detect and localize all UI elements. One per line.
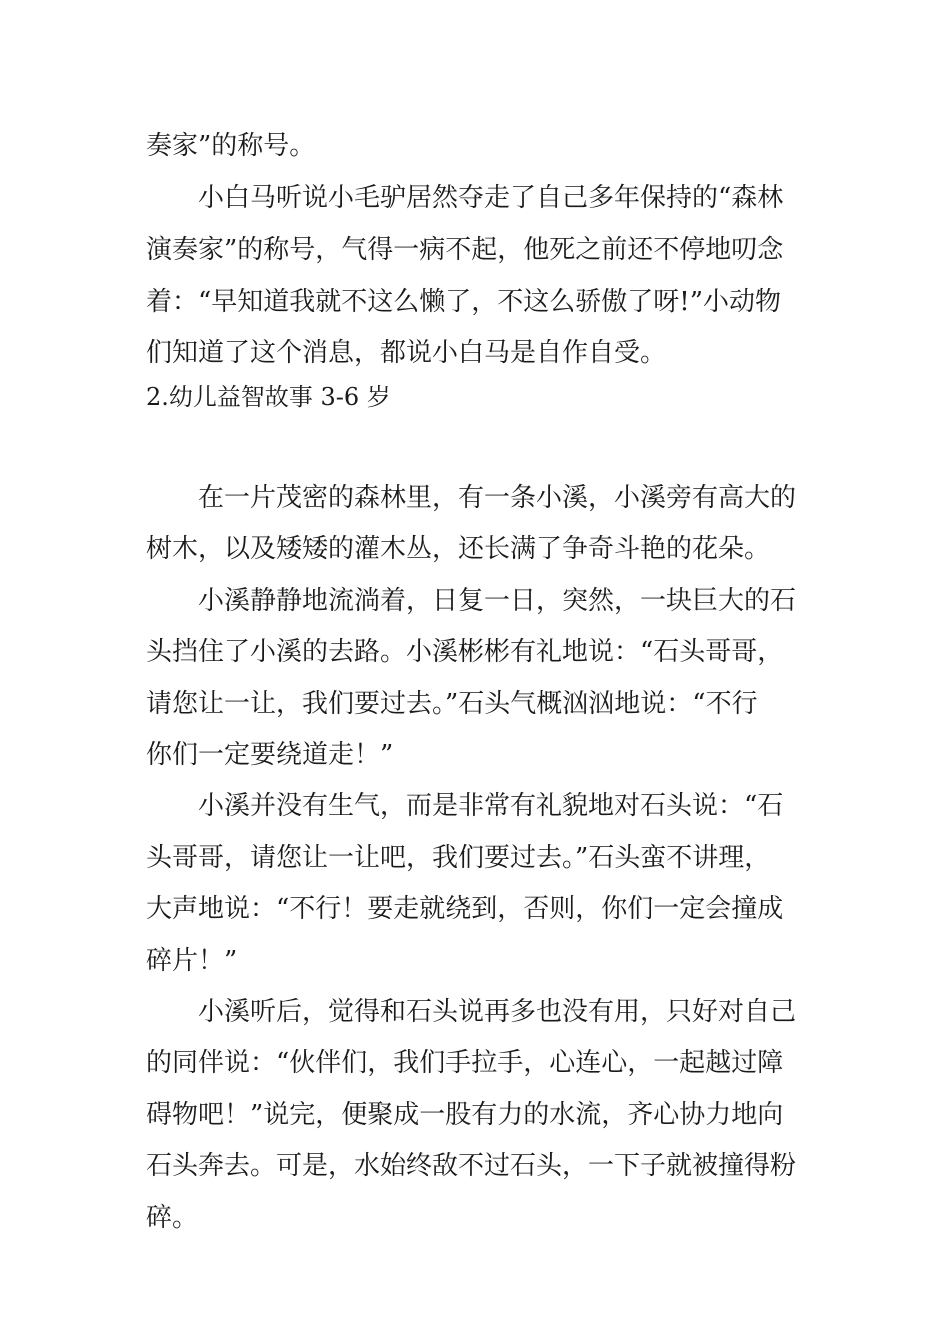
text-line: 碎。 bbox=[146, 1203, 199, 1233]
text-line: 的同伴说：“伙伴们，我们手拉手，心连心，一起越过障 bbox=[146, 1048, 784, 1078]
text-line: 小溪并没有生气，而是非常有礼貌地对石头说：“石 bbox=[198, 791, 784, 821]
text-line: 着：“早知道我就不这么懒了，不这么骄傲了呀!”小动物 bbox=[146, 287, 782, 317]
text-line: 小白马听说小毛驴居然夺走了自己多年保持的“森林 bbox=[198, 183, 784, 213]
text-line: 碎片！” bbox=[146, 946, 238, 976]
text-line: 请您让一让，我们要过去。”石头气概汹汹地说：“不行 bbox=[146, 689, 758, 719]
text-line: 树木，以及矮矮的灌木丛，还长满了争奇斗艳的花朵。 bbox=[146, 534, 771, 564]
section-heading: 2.幼儿益智故事 3-6 岁 bbox=[146, 383, 391, 411]
text-line: 碍物吧！”说完，便聚成一股有力的水流，齐心协力地向 bbox=[146, 1100, 784, 1130]
text-line: 你们一定要绕道走！” bbox=[146, 740, 394, 770]
text-line: 石头奔去。可是，水始终敌不过石头，一下子就被撞得粉 bbox=[146, 1151, 797, 1181]
text-line: 小溪听后，觉得和石头说再多也没有用，只好对自己 bbox=[198, 997, 797, 1027]
text-line: 们知道了这个消息，都说小白马是自作自受。 bbox=[146, 338, 667, 368]
text-line: 奏家”的称号。 bbox=[146, 131, 316, 161]
text-line: 在一片茂密的森林里，有一条小溪，小溪旁有高大的 bbox=[198, 483, 797, 513]
text-line: 大声地说：“不行！要走就绕到，否则，你们一定会撞成 bbox=[146, 894, 784, 924]
text-line: 头挡住了小溪的去路。小溪彬彬有礼地说：“石头哥哥， bbox=[146, 637, 784, 667]
text-line: 小溪静静地流淌着，日复一日，突然，一块巨大的石 bbox=[198, 586, 797, 616]
text-line: 头哥哥，请您让一让吧，我们要过去。”石头蛮不讲理， bbox=[146, 843, 771, 873]
text-line: 演奏家”的称号，气得一病不起，他死之前还不停地叨念 bbox=[146, 235, 784, 265]
